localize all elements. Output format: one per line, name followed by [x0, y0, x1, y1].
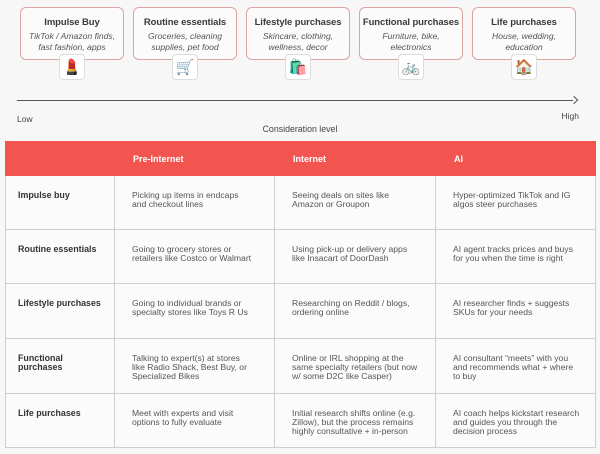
axis-low-label: Low	[17, 114, 33, 124]
table-header	[5, 141, 596, 176]
table-cell	[115, 176, 275, 229]
cell-line: retailers like Costco or Walmart	[132, 253, 252, 264]
row-header: Lifestyle purchases	[5, 284, 115, 338]
cell-line: Hyper-optimized TikTok and IG	[453, 190, 571, 200]
row-header: Routine essentials	[5, 230, 115, 283]
arrow-right-icon	[570, 96, 578, 104]
cell-line: Going to grocery stores or	[132, 244, 232, 254]
card-subtitle	[134, 31, 236, 52]
cell-line: Zillow), but the process remains	[292, 417, 414, 428]
consideration-axis	[17, 100, 577, 102]
cell-line: Going to individual brands or	[132, 298, 242, 308]
lipstick-icon: 💄	[59, 54, 85, 80]
table-row	[5, 176, 596, 230]
cell-line: decision process	[453, 426, 518, 437]
card-title: Impulse Buy	[44, 17, 100, 28]
cell-line: AI agent tracks prices and buys	[453, 244, 573, 254]
comparison-table	[5, 141, 596, 448]
cell-line: SKUs for your needs	[453, 307, 533, 318]
cell-line: AI coach helps kickstart research	[453, 408, 580, 418]
card-impulse-buy	[20, 7, 124, 76]
card-subtitle	[247, 31, 349, 52]
table-cell	[436, 339, 596, 393]
table-cell	[275, 230, 436, 283]
table-cell	[115, 339, 275, 393]
cell-line: to buy	[453, 371, 477, 382]
cell-line: Researching on Reddit / blogs,	[292, 298, 410, 308]
table-cell	[115, 394, 275, 447]
cell-line: and guides you through the	[453, 417, 558, 428]
row-header: Life purchases	[5, 394, 115, 447]
cell-line: Seeing deals on sites like	[292, 190, 389, 200]
cell-line: Amazon or Groupon	[292, 199, 370, 210]
table-cell	[275, 176, 436, 229]
cell-line: and recommends what + where	[453, 362, 574, 373]
card-title: Routine essentials	[143, 17, 227, 28]
axis-high-label: High	[561, 111, 579, 121]
card-subtitle-line: supplies, pet food	[151, 41, 219, 52]
cell-line: Talking to expert(s) at stores	[132, 353, 240, 363]
cell-line: Initial research shifts online (e.g.	[292, 408, 416, 418]
card-subtitle-line: Groceries, cleaning	[147, 31, 223, 41]
card-subtitle-line: education	[505, 41, 543, 52]
card-subtitle-line: House, wedding,	[491, 31, 557, 41]
cell-line: AI researcher finds + suggests	[453, 298, 570, 308]
table-cell	[115, 230, 275, 283]
cell-line: Picking up items in endcaps	[132, 190, 239, 200]
cell-line: AI consultant “meets” with you	[453, 353, 569, 363]
cell-line: for you when the time is right	[453, 253, 563, 264]
cell-line: and checkout lines	[132, 199, 204, 210]
card-subtitle	[21, 31, 123, 52]
house-icon: 🏠	[511, 54, 537, 80]
card-subtitle-line: TikTok / Amazon finds,	[28, 31, 116, 41]
table-cell	[115, 284, 275, 338]
table-cell	[275, 394, 436, 447]
cell-line: algos steer purchases	[453, 199, 538, 210]
card-title: Lifestyle purchases	[254, 17, 342, 28]
table-cell	[436, 176, 596, 229]
cell-line: ordering online	[292, 307, 349, 318]
header-cell-empty	[5, 141, 115, 176]
card-life-purchases	[472, 7, 576, 76]
card-title: Life purchases	[491, 17, 557, 28]
table-cell	[436, 284, 596, 338]
header-cell-ai: AI	[454, 153, 463, 164]
cell-line: w/ some D2C like Casper)	[292, 371, 392, 382]
card-subtitle	[473, 31, 575, 52]
cell-line: Online or IRL shopping at the	[292, 353, 404, 363]
table-row	[5, 394, 596, 448]
cell-line: Meet with experts and visit	[132, 408, 234, 418]
table-cell	[436, 230, 596, 283]
card-title: Functional purchases	[362, 17, 460, 28]
cell-line: Using pick-up or delivery apps	[292, 244, 408, 254]
cell-line: highly consultative + in-person	[292, 426, 408, 437]
card-subtitle-line: Skincare, clothing,	[262, 31, 334, 41]
cell-line: like Radio Shack, Best Buy, or	[132, 362, 247, 373]
card-subtitle-line: fast fashion, apps	[38, 41, 106, 52]
cell-line: Specialized Bikes	[132, 371, 200, 382]
cell-line: like Insacart of DoorDash	[292, 253, 389, 264]
card-subtitle-line: Furniture, bike,	[382, 31, 440, 41]
axis-line	[17, 100, 573, 101]
cell-line: same specialty retailers (but now	[292, 362, 418, 373]
card-subtitle	[360, 31, 462, 52]
table-cell	[275, 339, 436, 393]
table-row	[5, 284, 596, 339]
row-header: Impulse buy	[5, 176, 115, 229]
shopping-cart-icon: 🛒	[172, 54, 198, 80]
table-row	[5, 230, 596, 284]
table-cell	[436, 394, 596, 447]
bicycle-icon: 🚲	[398, 54, 424, 80]
row-header: Functional purchases	[5, 339, 115, 393]
card-routine-essentials	[133, 7, 237, 76]
cell-line: options to fully evaluate	[132, 417, 222, 428]
table-row	[5, 339, 596, 394]
card-subtitle-line: wellness, decor	[268, 41, 328, 52]
header-cell-internet: Internet	[293, 153, 327, 164]
shopping-bags-icon: 🛍️	[285, 54, 311, 80]
card-subtitle-line: electronics	[390, 41, 432, 52]
purchase-category-cards	[20, 7, 580, 80]
table-cell	[275, 284, 436, 338]
card-lifestyle-purchases	[246, 7, 350, 76]
header-cell-pre-internet: Pre-Internet	[133, 153, 184, 164]
cell-line: specialty stores like Toys R Us	[132, 307, 248, 318]
axis-title: Consideration level	[262, 124, 338, 134]
card-functional-purchases	[359, 7, 463, 76]
